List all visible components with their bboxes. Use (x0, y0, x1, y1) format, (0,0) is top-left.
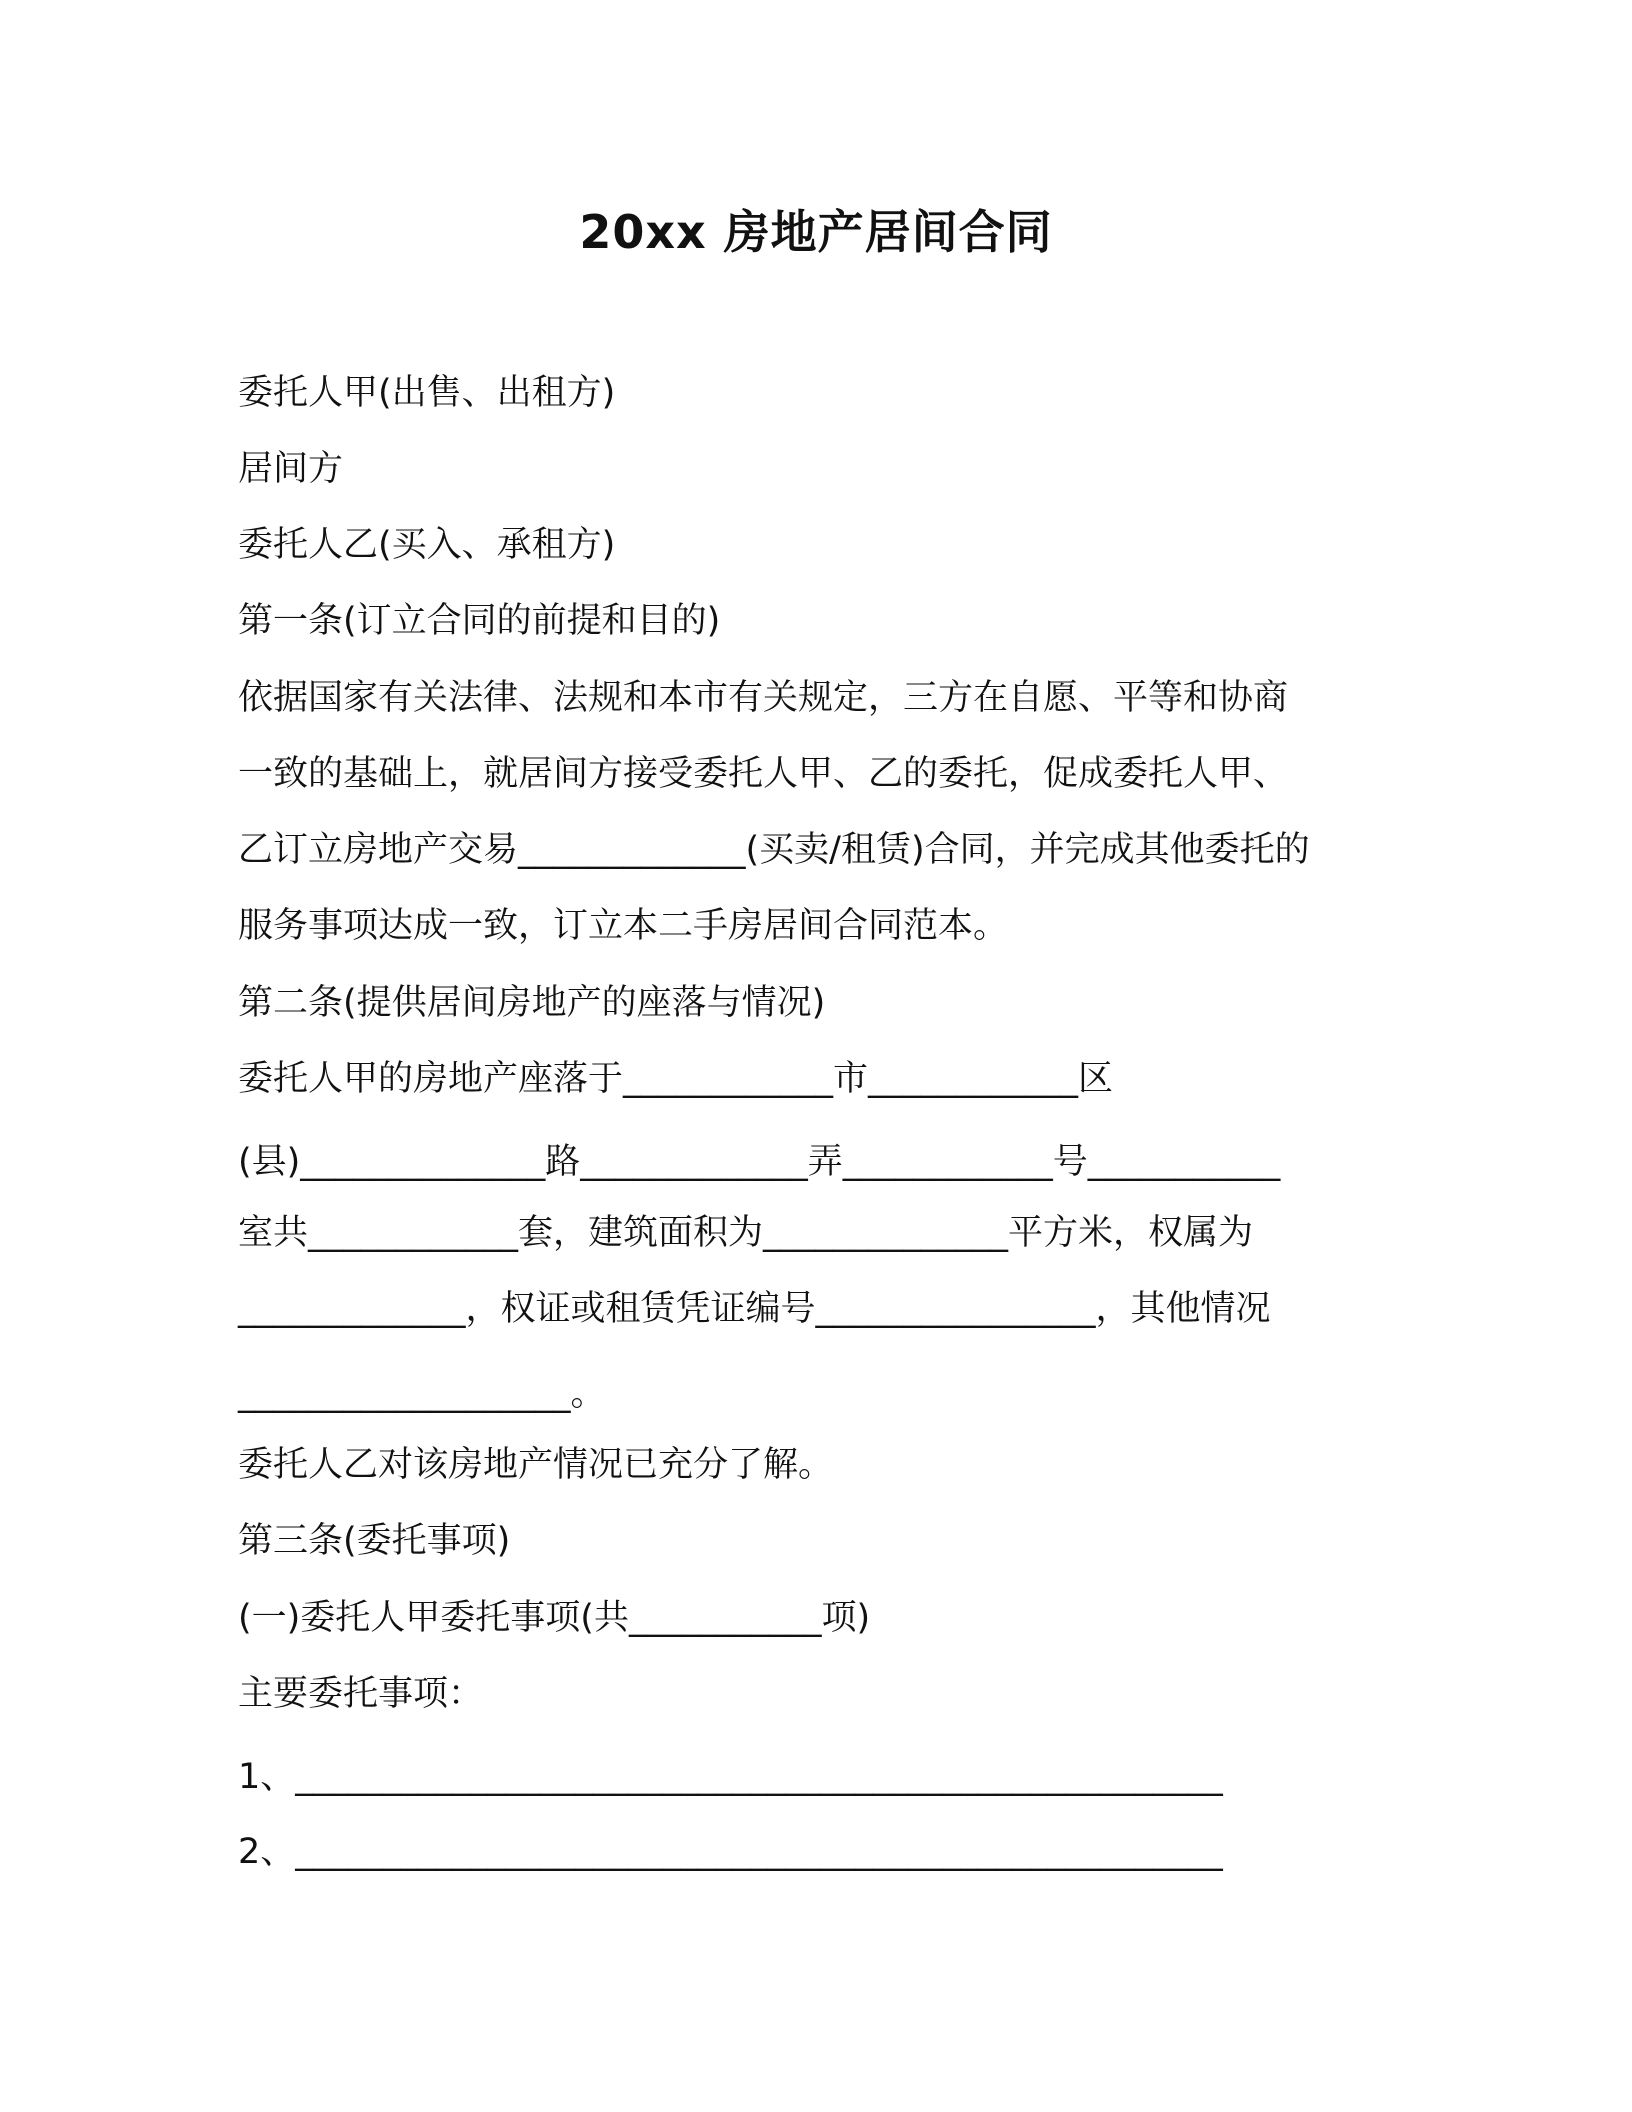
article-1-heading: 第一条(订立合同的前提和目的) (238, 601, 721, 641)
article-3-item-count: (一)委托人甲委托事项(共___________项) (238, 1598, 871, 1638)
article-2-text-line-5: ___________________。 (238, 1374, 606, 1414)
article-1-text-line-4: 服务事项达成一致，订立本二手房居间合同范本。 (238, 906, 1009, 946)
article-2-text-line-4: _____________，权证或租赁凭证编号________________，其他情况 (238, 1289, 1271, 1329)
main-items-label: 主要委托事项： (238, 1674, 484, 1714)
article-3-heading: 第三条(委托事项) (238, 1521, 511, 1561)
main-item-1: 1、_____________________________________________________ (238, 1757, 1223, 1797)
article-1-text-line-3: 乙订立房地产交易_____________(买卖/租赁)合同，并完成其他委托的 (238, 830, 1310, 870)
article-1-text-line-2: 一致的基础上，就居间方接受委托人甲、乙的委托，促成委托人甲、 (238, 754, 1289, 794)
document-title: 20xx 房地产居间合同 (579, 205, 1053, 259)
article-2-text-line-6: 委托人乙对该房地产情况已充分了解。 (238, 1445, 834, 1485)
article-2-text-line-1: 委托人甲的房地产座落于____________市____________区 (238, 1059, 1114, 1099)
article-1-text-line-1: 依据国家有关法律、法规和本市有关规定，三方在自愿、平等和协商 (238, 678, 1289, 718)
main-item-2: 2、_____________________________________________________ (238, 1832, 1223, 1872)
article-2-text-line-3: 室共____________套，建筑面积为______________平方米，权属为 (238, 1213, 1254, 1253)
intermediary-line: 居间方 (238, 449, 344, 489)
party-a-line: 委托人甲(出售、出租方) (238, 373, 616, 413)
article-2-heading: 第二条(提供居间房地产的座落与情况) (238, 983, 826, 1023)
party-b-line: 委托人乙(买入、承租方) (238, 525, 616, 565)
article-2-text-line-2: (县)______________路_____________弄____________号___________ (238, 1142, 1281, 1182)
